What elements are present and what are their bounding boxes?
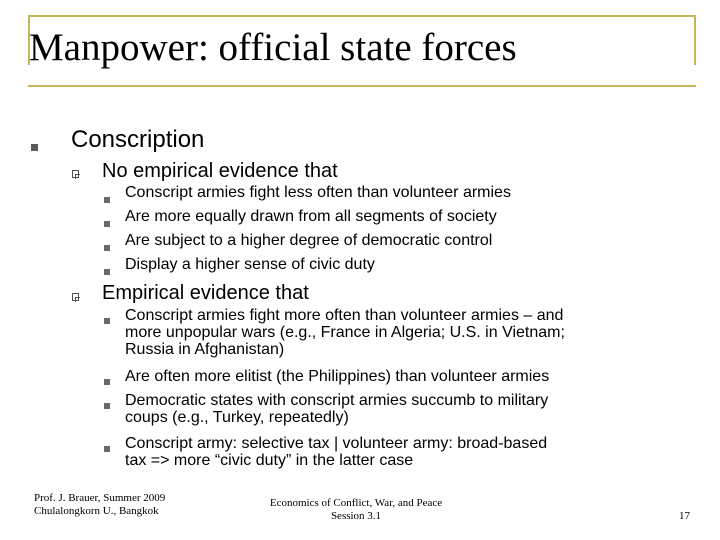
group2-item-line: Conscript army: selective tax | volunteer army: broad-based: [125, 435, 548, 452]
footer-course: Economics of Conflict, War, and Peace: [269, 497, 443, 509]
group1-item: Are subject to a higher degree of democratic control: [125, 232, 493, 249]
group2-item-line: Democratic states with conscript armies succumb to military: [125, 392, 549, 409]
footer-session: Session 3.1: [330, 510, 382, 522]
footer-center: [240, 497, 472, 523]
level1-text: Conscription: [71, 126, 205, 153]
page-number: 17: [679, 510, 690, 522]
footer-author: Prof. J. Brauer, Summer 2009: [34, 492, 166, 504]
group2-item-line: Are often more elitist (the Philippines) than volunteer armies: [125, 368, 550, 385]
square-bullet-icon: [104, 379, 110, 385]
slide-title: Manpower: official state forces: [29, 26, 517, 69]
group2-item-line: Russia in Afghanistan): [125, 341, 285, 358]
square-bullet-icon: [104, 221, 110, 227]
footer-left: [34, 492, 165, 518]
frame-top-rule: [28, 15, 696, 17]
hollow-square-bullet-icon: [72, 293, 79, 301]
group2-heading: Empirical evidence that: [102, 282, 309, 304]
footer-institution: Chulalongkorn U., Bangkok: [34, 505, 159, 517]
square-bullet-icon: [104, 269, 110, 275]
square-bullet-icon: [104, 318, 110, 324]
frame-right-rule: [694, 15, 696, 65]
square-bullet-icon: [104, 403, 110, 409]
group1-item: Are more equally drawn from all segments of society: [125, 208, 497, 225]
group2-item-line: tax => more “civic duty” in the latter case: [125, 452, 414, 469]
group2-item-line: more unpopular wars (e.g., France in Algeria; U.S. in Vietnam;: [125, 324, 565, 341]
square-bullet-icon: [104, 446, 110, 452]
square-bullet-icon: [104, 245, 110, 251]
hollow-square-bullet-icon: [72, 170, 79, 178]
group1-item: Display a higher sense of civic duty: [125, 256, 375, 273]
group1-heading: No empirical evidence that: [102, 160, 338, 182]
square-bullet-icon: [31, 144, 38, 151]
square-bullet-icon: [104, 197, 110, 203]
title-underline-rule: [28, 85, 696, 87]
group1-item: Conscript armies fight less often than volunteer armies: [125, 184, 511, 201]
group2-item-line: coups (e.g., Turkey, repeatedly): [125, 409, 349, 426]
group2-item-line: Conscript armies fight more often than volunteer armies – and: [125, 307, 564, 324]
